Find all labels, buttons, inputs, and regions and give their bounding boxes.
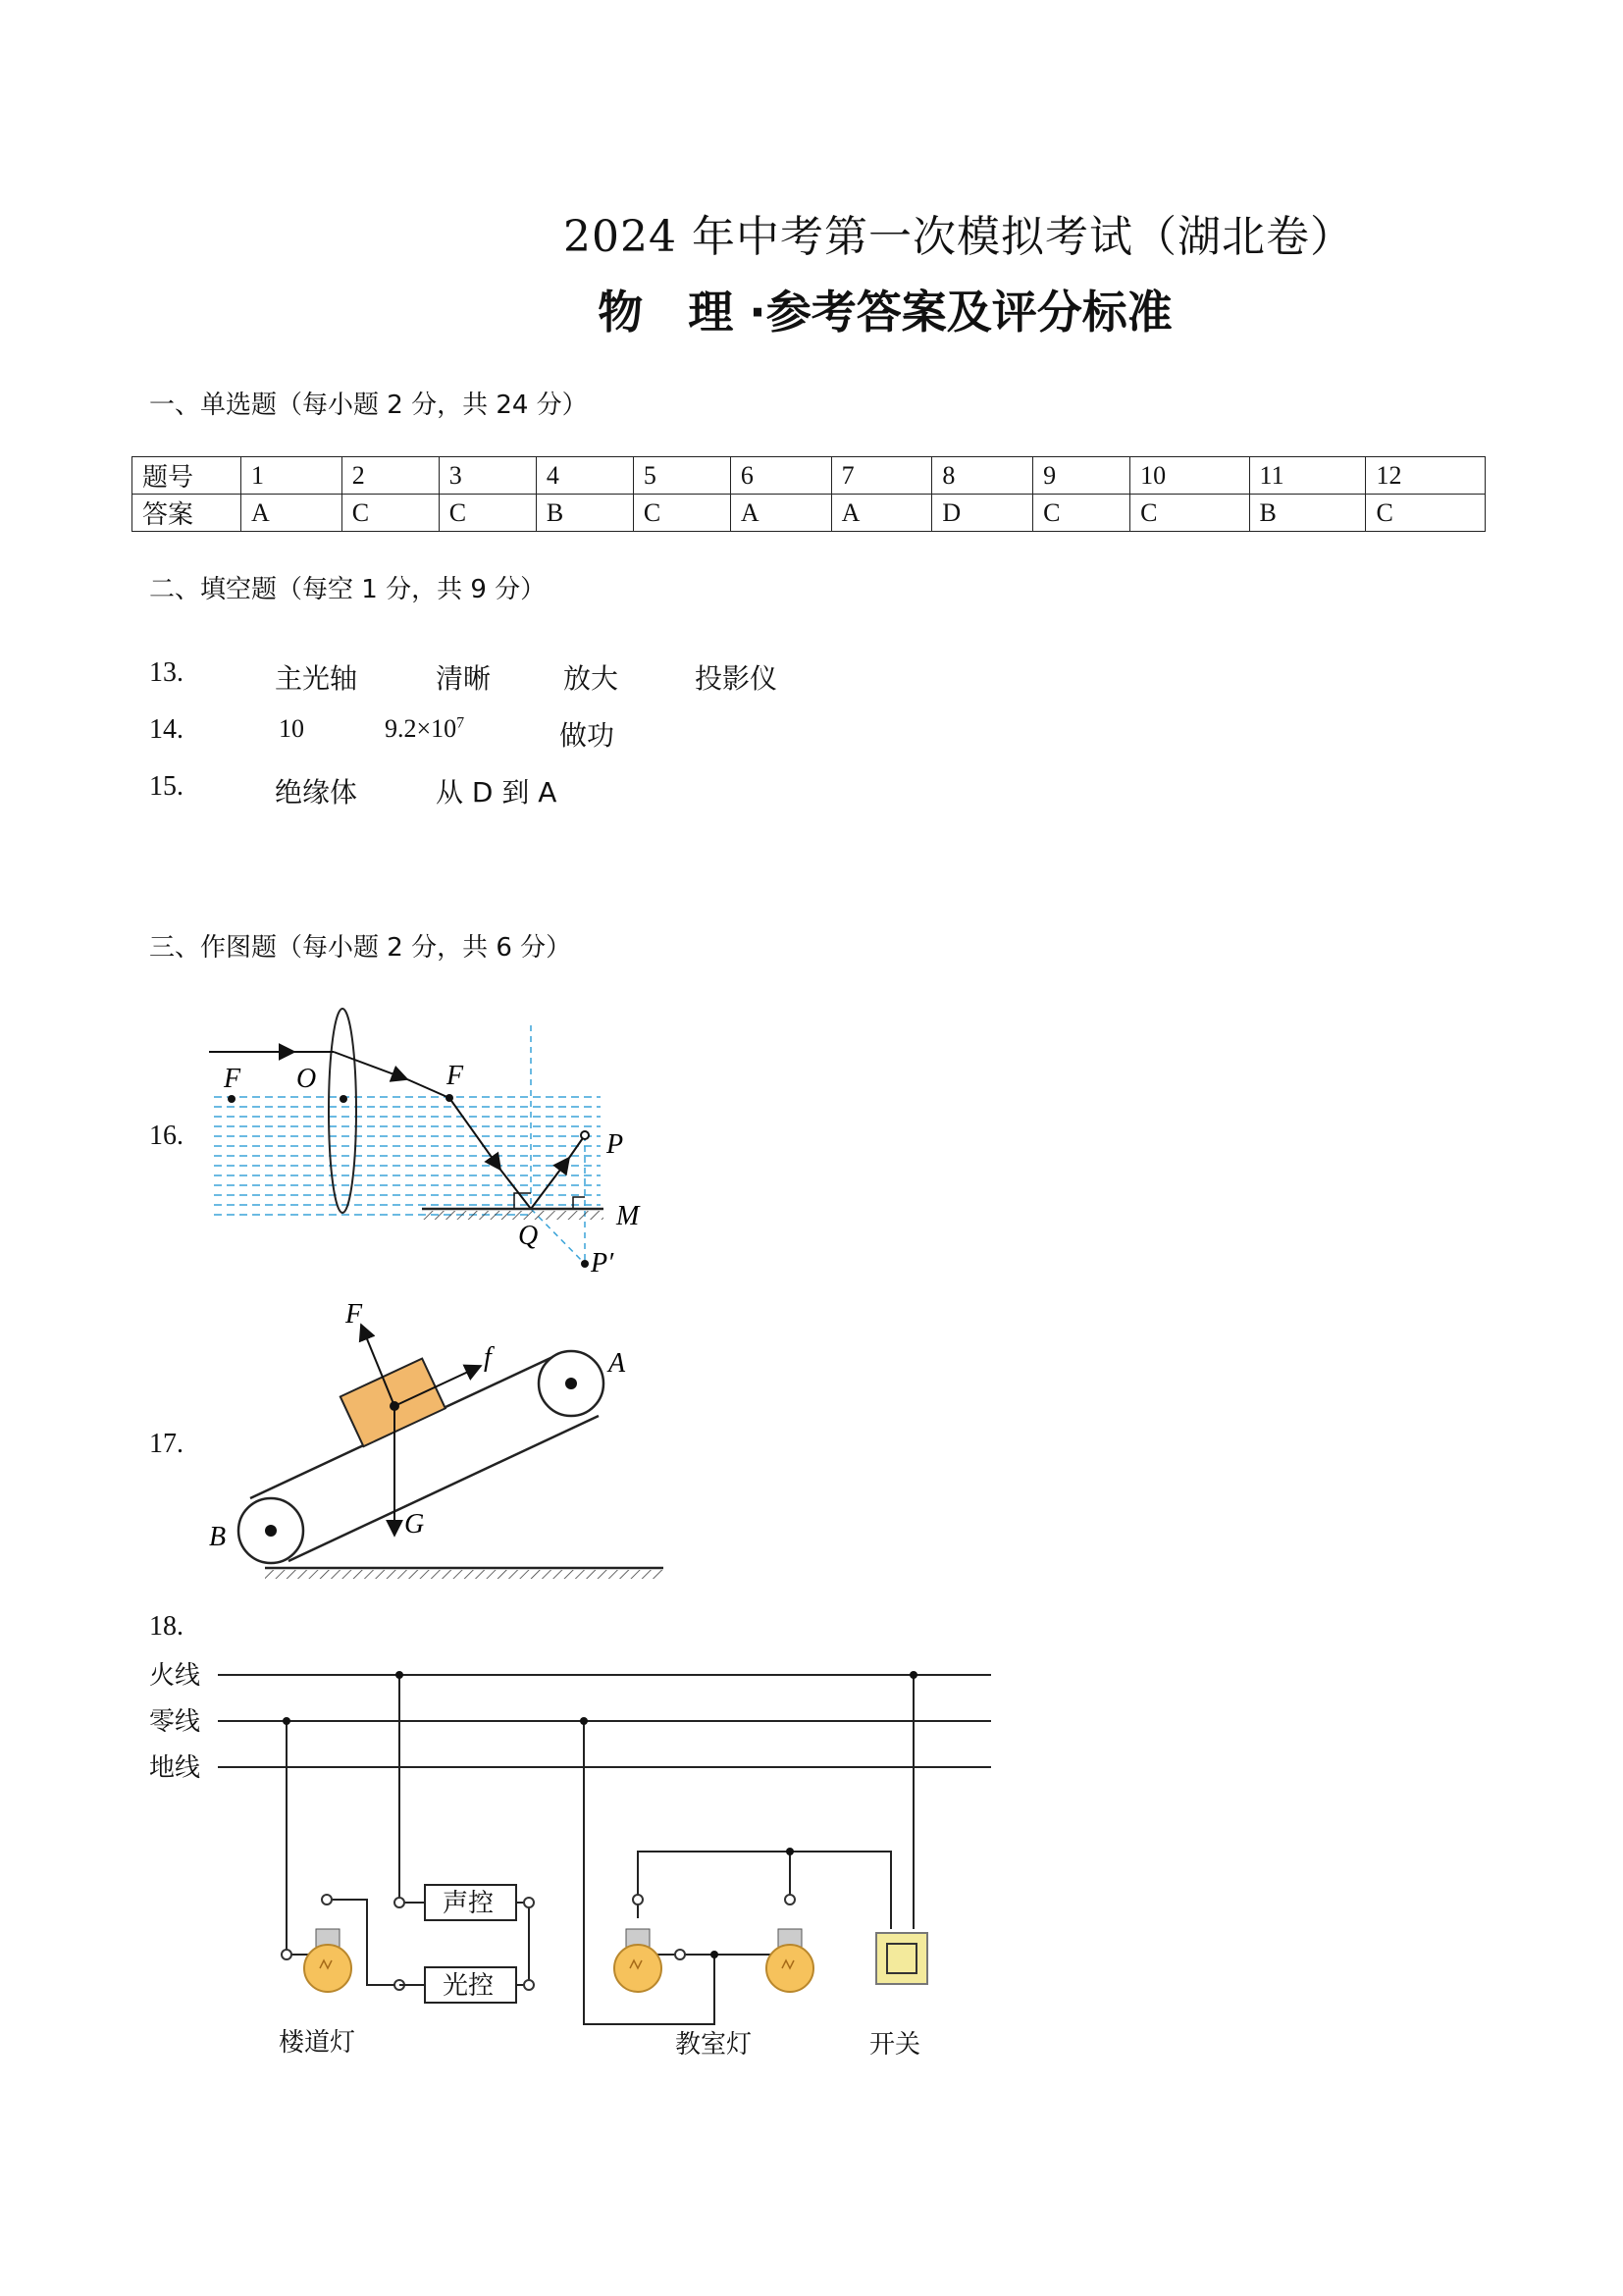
caption-classroom-light: 教室灯 [675,2030,753,2059]
label-a: A [608,1348,626,1379]
bulb-corridor [304,1929,351,1992]
table-cell: D [932,495,1033,532]
table-cell: 11 [1249,457,1366,495]
table-cell: A [730,495,831,532]
caption-corridor-light: 楼道灯 [279,2028,356,2057]
q15-answer-2: 从 D 到 A [436,776,557,809]
label-g: G [404,1509,425,1539]
q16-number: 16. [149,1121,183,1151]
light-switch-label: 光控 [443,1971,495,2000]
table-cell: C [1130,495,1249,532]
water-region [214,1097,602,1215]
table-cell: 6 [730,457,831,495]
q17-number: 17. [149,1429,183,1459]
q15-number: 15. [149,771,183,802]
q16-diagram [209,1009,641,1278]
table-cell: C [439,495,536,532]
label-m: M [616,1201,640,1231]
q14-answer-2-exponent: 7 [456,714,465,732]
label-f-left: F [224,1064,241,1094]
label-p: P [606,1129,624,1160]
q14-answer-3: 做功 [559,719,615,752]
table-cell: 5 [633,457,730,495]
q13-number: 13. [149,657,183,688]
label-o: O [296,1064,317,1094]
bulb-classroom-2 [766,1929,813,1992]
sound-switch-label: 声控 [443,1889,495,1917]
q14-answer-2-base: 9.2×10 [385,714,457,743]
q18-number: 18. [149,1611,183,1642]
q14-answer-1: 10 [279,714,304,743]
belt-bottom [288,1416,599,1561]
q13-answer-2: 清晰 [436,662,492,695]
q13-answer-4: 投影仪 [695,662,778,695]
point-p [581,1131,589,1139]
ray-in-water [449,1098,500,1170]
row-label-number: 题号 [132,457,241,495]
table-cell: B [1249,495,1366,532]
page-subtitle: 物 理 ·参考答案及评分标准 [598,286,1173,339]
table-cell: 3 [439,457,536,495]
focus-left-dot [228,1095,236,1103]
table-cell: C [1033,495,1130,532]
table-cell: B [536,495,633,532]
row-label-answer: 答案 [132,495,241,532]
lens-center-dot [340,1095,347,1103]
switch-inner [887,1944,916,1973]
label-b: B [209,1522,227,1552]
page-title: 2024 年中考第一次模拟考试（湖北卷） [563,212,1354,262]
q13-answer-1: 主光轴 [275,662,358,695]
label-q: Q [518,1221,539,1251]
table-cell: 8 [932,457,1033,495]
table-cell: 9 [1033,457,1130,495]
table-cell: C [633,495,730,532]
table-cell: 1 [241,457,342,495]
q17-diagram [209,1299,663,1579]
label-neutral-wire: 零线 [149,1707,201,1736]
table-cell: 2 [341,457,439,495]
terminals [282,1895,795,1990]
label-live-wire: 火线 [149,1661,201,1690]
table-cell: 10 [1130,457,1249,495]
table-cell: C [1366,495,1486,532]
refracted-ray [334,1052,407,1079]
label-f-right: F [446,1061,464,1091]
convex-lens [329,1009,356,1213]
label-p-prime: P′ [591,1248,614,1278]
bulb-classroom-1 [614,1929,661,1992]
section2-heading: 二、填空题（每空 1 分，共 9 分） [149,575,547,604]
junction-dots [283,1671,917,1958]
table-cell: 7 [831,457,932,495]
table-cell: A [831,495,932,532]
table-cell: C [341,495,439,532]
table-cell: 4 [536,457,633,495]
caption-switch: 开关 [869,2030,921,2059]
point-p-prime [581,1260,589,1268]
section3-heading: 三、作图题（每小题 2 分，共 6 分） [149,933,572,963]
table-cell: 12 [1366,457,1486,495]
label-friction-f: f [484,1342,492,1373]
label-ground-wire: 地线 [149,1753,201,1782]
table-cell: A [241,495,342,532]
q13-answer-3: 放大 [563,662,619,695]
label-force-f: F [345,1299,363,1330]
section1-heading: 一、单选题（每小题 2 分，共 24 分） [149,391,588,420]
q15-answer-1: 绝缘体 [275,776,358,809]
q14-number: 14. [149,714,183,745]
